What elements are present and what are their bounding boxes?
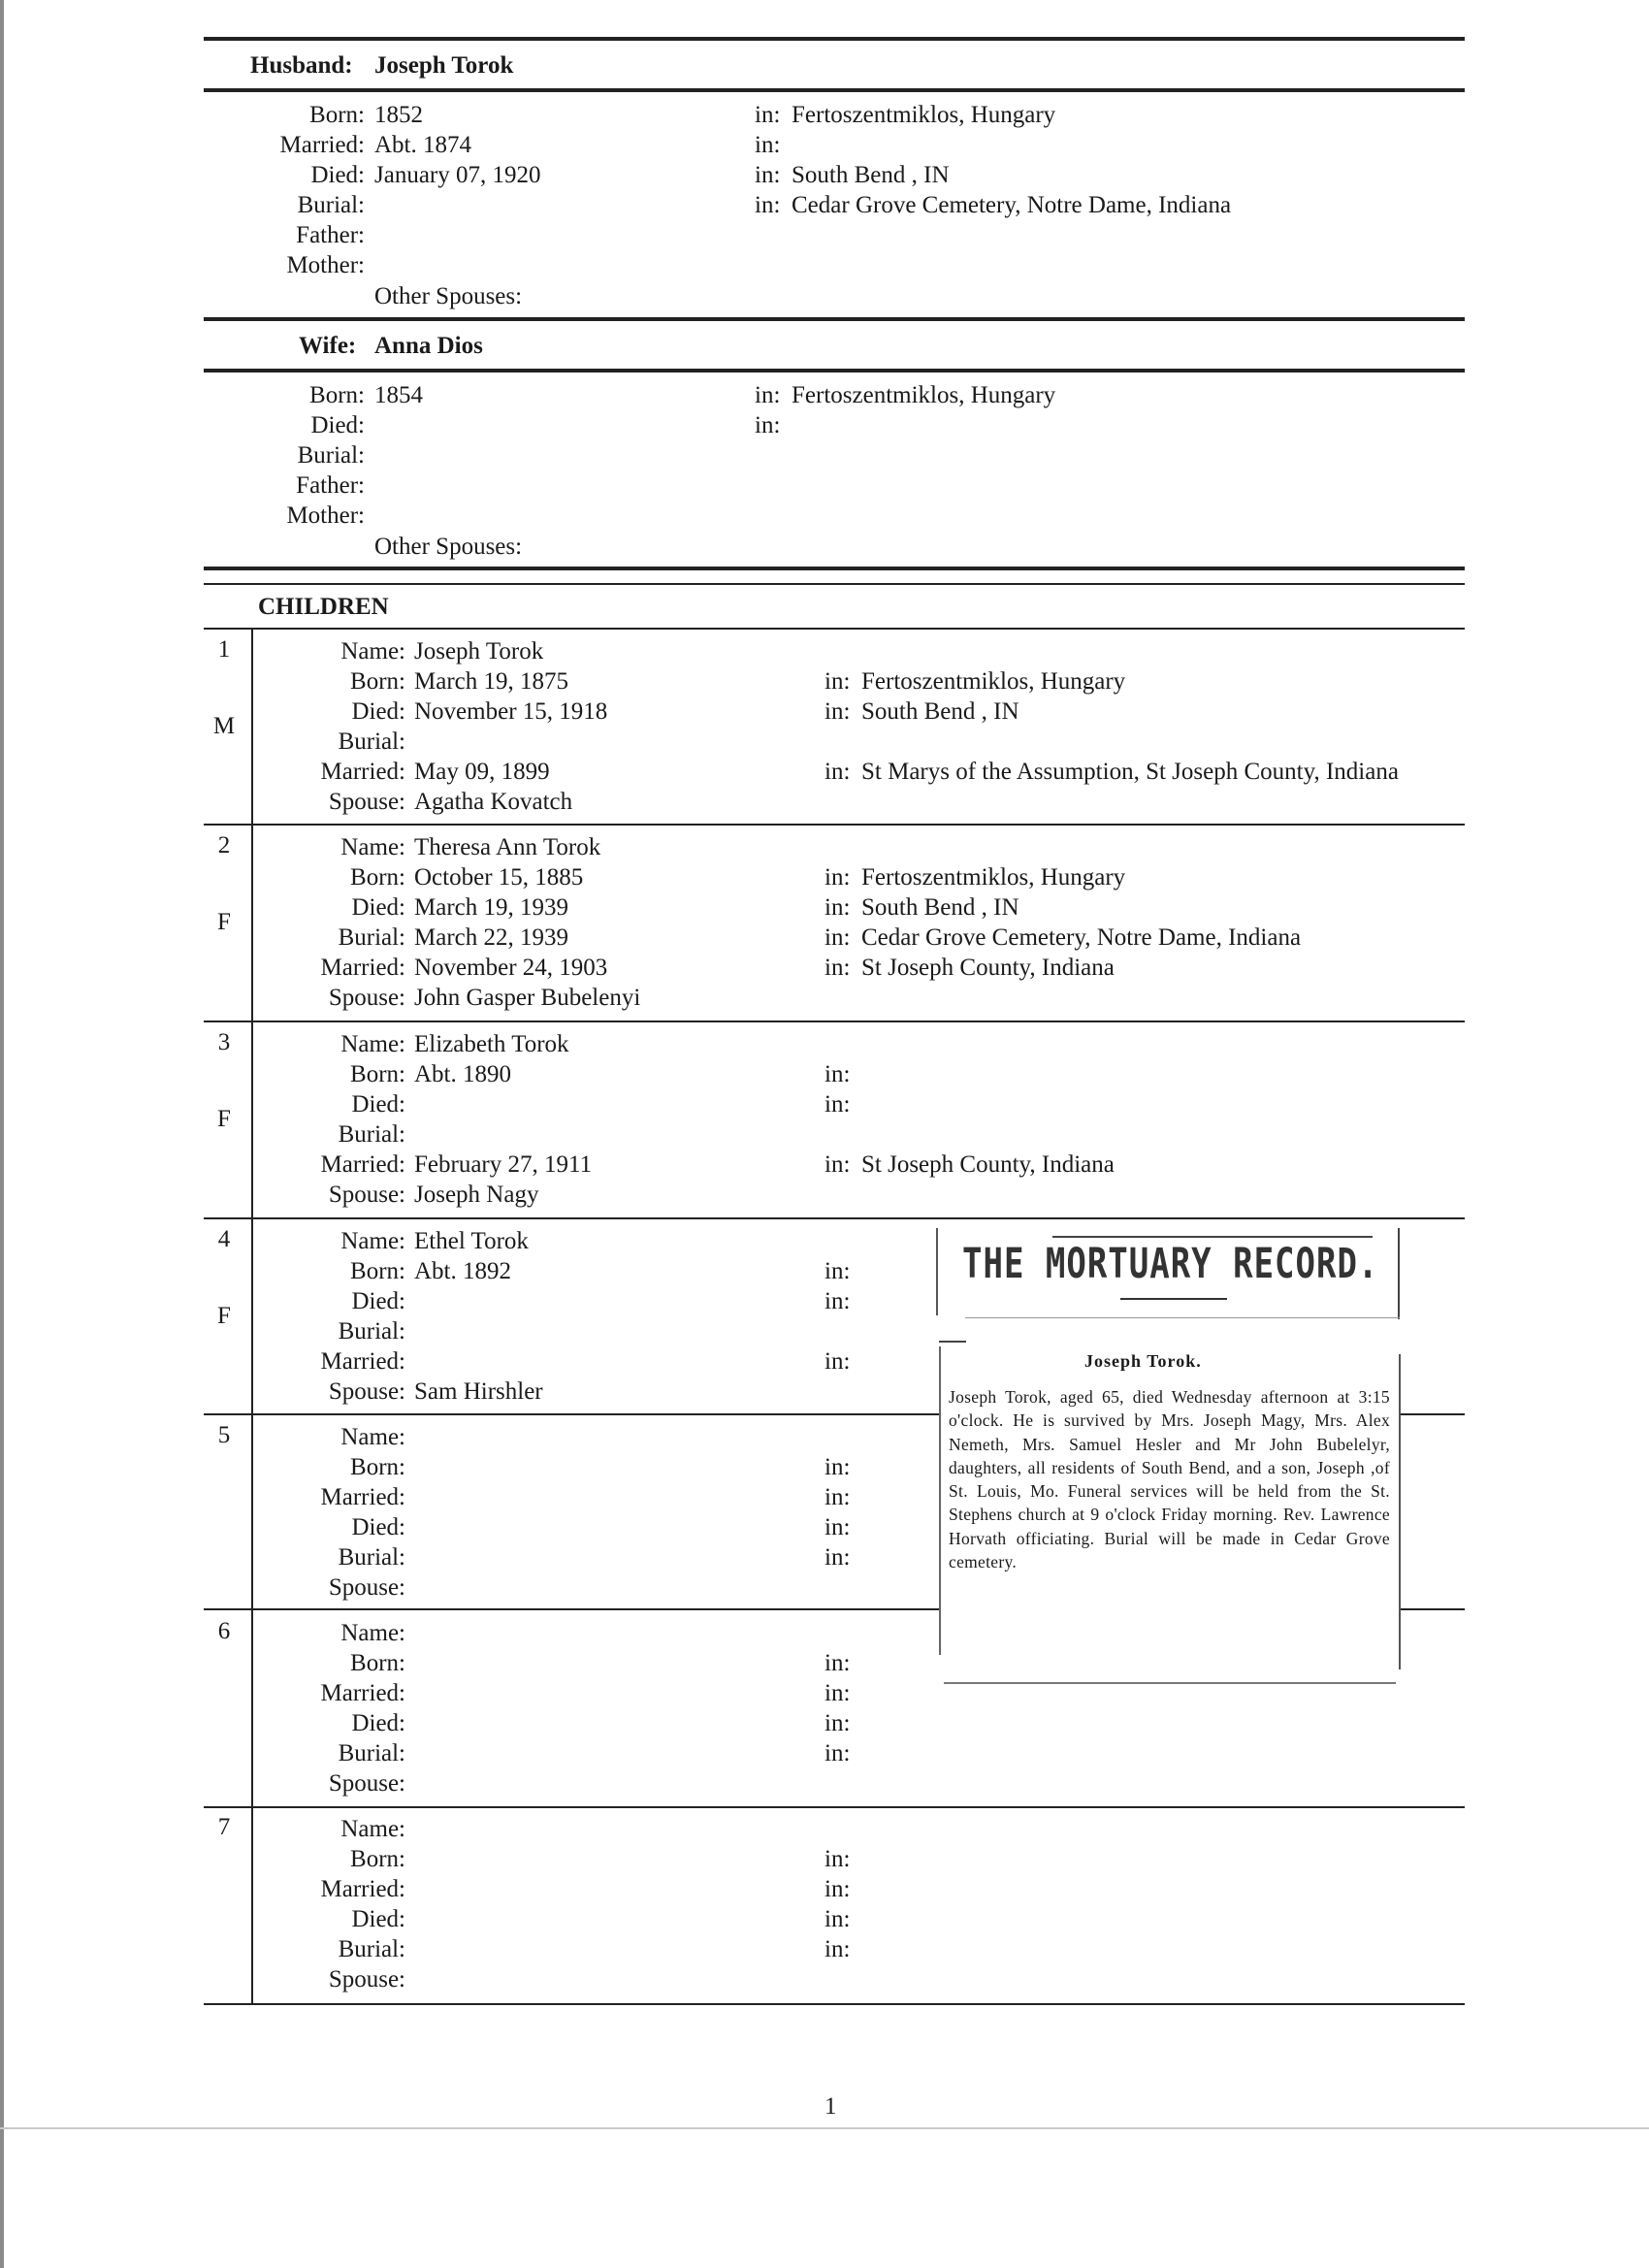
in-label: in:: [824, 1348, 851, 1375]
field-value: John Gasper Bubelenyi: [414, 985, 641, 1011]
field-value: 1854: [374, 382, 423, 408]
page-footer-rule: [0, 2127, 1649, 2129]
in-label: in:: [824, 1091, 851, 1118]
field-label: Name:: [340, 1031, 405, 1057]
field-label: Burial:: [338, 924, 405, 951]
divider: [204, 1217, 1465, 1219]
place-value: Fertoszentmiklos, Hungary: [861, 668, 1126, 695]
field-label: Died:: [351, 1288, 405, 1314]
child-number: 5: [217, 1422, 231, 1448]
husband-header-label: Husband:: [250, 52, 353, 79]
field-label: Died:: [351, 1906, 405, 1932]
in-label: in:: [824, 1061, 851, 1087]
field-value: May 09, 1899: [414, 759, 550, 785]
in-label: in:: [755, 382, 781, 408]
field-label: Married:: [320, 1876, 405, 1902]
field-value: Abt. 1874: [374, 132, 471, 158]
divider: [204, 824, 1465, 826]
child-number: 6: [217, 1618, 231, 1644]
field-value: November 15, 1918: [414, 698, 608, 725]
in-label: in:: [824, 1906, 851, 1932]
field-label: Spouse:: [328, 1770, 405, 1797]
field-value: Theresa Ann Torok: [414, 834, 601, 860]
in-label: in:: [755, 102, 781, 128]
divider: [204, 1806, 1465, 1808]
in-label: in:: [824, 759, 851, 785]
field-label: Married:: [320, 955, 405, 981]
field-value: Sam Hirshler: [414, 1378, 543, 1405]
field-value: Joseph Torok: [414, 638, 544, 664]
field-label: Born:: [350, 864, 405, 891]
child-number: 4: [217, 1226, 231, 1252]
field-value: March 19, 1875: [414, 668, 568, 695]
divider: [204, 37, 1465, 41]
field-label: Died:: [351, 698, 405, 725]
in-label: in:: [755, 412, 781, 438]
clipping-masthead: THE MORTUARY RECORD.: [962, 1240, 1379, 1288]
field-label: Spouse:: [328, 1182, 405, 1208]
in-label: in:: [755, 132, 781, 158]
field-label: Died:: [310, 412, 365, 438]
wife-name: Anna Dios: [374, 333, 483, 359]
divider: [204, 369, 1465, 373]
field-label: Name:: [340, 834, 405, 860]
in-label: in:: [824, 894, 851, 921]
in-label: in:: [824, 1454, 851, 1480]
scan-edge: [0, 0, 4, 2268]
field-label: Spouse:: [328, 789, 405, 815]
divider: [204, 628, 1465, 630]
field-value: October 15, 1885: [414, 864, 584, 891]
place-value: South Bend , IN: [861, 698, 1019, 725]
field-label: Mother:: [286, 252, 365, 278]
in-label: in:: [824, 1288, 851, 1314]
field-value: Joseph Nagy: [414, 1182, 539, 1208]
field-label: Born:: [350, 668, 405, 695]
divider: [204, 583, 1465, 585]
in-label: in:: [824, 1846, 851, 1872]
in-label: in:: [824, 1680, 851, 1706]
in-label: in:: [824, 1710, 851, 1736]
field-label: Name:: [340, 1228, 405, 1254]
field-label: Born:: [309, 382, 365, 408]
in-label: in:: [755, 162, 781, 188]
place-value: Cedar Grove Cemetery, Notre Dame, Indiana: [861, 924, 1302, 951]
field-label: Born:: [350, 1258, 405, 1284]
field-label: Spouse:: [328, 1966, 405, 1993]
field-label: Married:: [320, 1680, 405, 1706]
in-label: in:: [824, 1258, 851, 1284]
divider: [204, 1021, 1465, 1022]
field-label: Spouse:: [328, 985, 405, 1011]
wife-header-label: Wife:: [299, 333, 357, 359]
field-label: Died:: [351, 1091, 405, 1118]
in-label: in:: [824, 1544, 851, 1571]
field-label: Married:: [320, 1484, 405, 1510]
in-label: in:: [824, 668, 851, 695]
other-spouses-label: Other Spouses:: [374, 534, 523, 560]
field-value: March 22, 1939: [414, 924, 568, 951]
field-label: Mother:: [286, 502, 365, 529]
husband-name: Joseph Torok: [374, 52, 514, 79]
field-label: Married:: [320, 759, 405, 785]
place-value: St Joseph County, Indiana: [861, 955, 1115, 981]
field-value: Ethel Torok: [414, 1228, 529, 1254]
page-number: 1: [824, 2093, 837, 2120]
in-label: in:: [824, 1484, 851, 1510]
field-label: Burial:: [338, 1936, 405, 1962]
clipping-headline: Joseph Torok.: [1084, 1351, 1202, 1371]
in-label: in:: [824, 1740, 851, 1766]
clipping-body: Joseph Torok, aged 65, died Wednesday afternoon at 3:15 o'clock. He is survived by Mrs. Joseph Magy, Mrs. Alex Nemeth, Mrs. Samuel Hesler and Mr John Bubelelyr, daughters, all residents of South Bend, and a son, Joseph ,of St. Louis, Mo. Funeral services will be held from the St. Stephens church at 9 o'clock Friday morning. Rev. Lawrence Horvath officiating. Burial will be made in Cedar Grove cemetery.: [949, 1387, 1390, 1572]
field-label: Burial:: [338, 1318, 405, 1345]
divider: [204, 2003, 1465, 2005]
in-label: in:: [824, 1650, 851, 1676]
field-label: Born:: [350, 1846, 405, 1872]
field-label: Name:: [340, 638, 405, 664]
in-label: in:: [824, 924, 851, 951]
field-label: Name:: [340, 1816, 405, 1842]
field-label: Spouse:: [328, 1574, 405, 1601]
field-value: 1852: [374, 102, 423, 128]
field-label: Burial:: [297, 442, 365, 469]
field-label: Married:: [320, 1151, 405, 1178]
place-value: Fertoszentmiklos, Hungary: [792, 102, 1056, 128]
place-value: South Bend , IN: [792, 162, 950, 188]
field-label: Born:: [350, 1061, 405, 1087]
place-value: Cedar Grove Cemetery, Notre Dame, Indiana: [792, 192, 1232, 218]
in-label: in:: [824, 1876, 851, 1902]
field-label: Born:: [350, 1454, 405, 1480]
children-heading: CHILDREN: [258, 594, 389, 620]
other-spouses-label: Other Spouses:: [374, 283, 523, 309]
field-label: Died:: [310, 162, 365, 188]
field-value: March 19, 1939: [414, 894, 568, 921]
in-label: in:: [755, 192, 781, 218]
field-label: Burial:: [338, 729, 405, 755]
child-sex: M: [212, 713, 236, 739]
field-label: Burial:: [338, 1544, 405, 1571]
field-label: Spouse:: [328, 1378, 405, 1405]
place-value: Fertoszentmiklos, Hungary: [861, 864, 1126, 891]
field-label: Name:: [340, 1620, 405, 1646]
divider: [204, 88, 1465, 92]
child-number: 3: [217, 1029, 231, 1055]
in-label: in:: [824, 864, 851, 891]
divider: [204, 317, 1465, 321]
field-label: Burial:: [338, 1121, 405, 1148]
in-label: in:: [824, 698, 851, 725]
field-label: Father:: [296, 222, 365, 248]
field-value: November 24, 1903: [414, 955, 608, 981]
field-label: Father:: [296, 472, 365, 499]
field-value: Agatha Kovatch: [414, 789, 573, 815]
place-value: St Joseph County, Indiana: [861, 1151, 1115, 1178]
child-number: 2: [217, 832, 231, 859]
child-number: 7: [217, 1814, 231, 1840]
field-label: Married:: [279, 132, 365, 158]
child-sex: F: [217, 1303, 231, 1329]
child-sex: F: [217, 909, 231, 935]
field-label: Name:: [340, 1424, 405, 1450]
in-label: in:: [824, 955, 851, 981]
field-value: Abt. 1892: [414, 1258, 511, 1284]
field-label: Died:: [351, 1514, 405, 1540]
field-value: February 27, 1911: [414, 1151, 593, 1178]
field-label: Born:: [350, 1650, 405, 1676]
place-value: South Bend , IN: [861, 894, 1019, 921]
place-value: St Marys of the Assumption, St Joseph County, Indiana: [861, 759, 1399, 785]
field-label: Died:: [351, 1710, 405, 1736]
in-label: in:: [824, 1514, 851, 1540]
in-label: in:: [824, 1151, 851, 1178]
field-label: Born:: [309, 102, 365, 128]
field-value: January 07, 1920: [374, 162, 541, 188]
divider: [204, 567, 1465, 570]
field-label: Married:: [320, 1348, 405, 1375]
field-value: Elizabeth Torok: [414, 1031, 569, 1057]
child-number: 1: [217, 636, 231, 663]
place-value: Fertoszentmiklos, Hungary: [792, 382, 1056, 408]
child-sex: F: [217, 1106, 231, 1132]
in-label: in:: [824, 1936, 851, 1962]
field-value: Abt. 1890: [414, 1061, 511, 1087]
field-label: Burial:: [297, 192, 365, 218]
field-label: Died:: [351, 894, 405, 921]
field-label: Burial:: [338, 1740, 405, 1766]
